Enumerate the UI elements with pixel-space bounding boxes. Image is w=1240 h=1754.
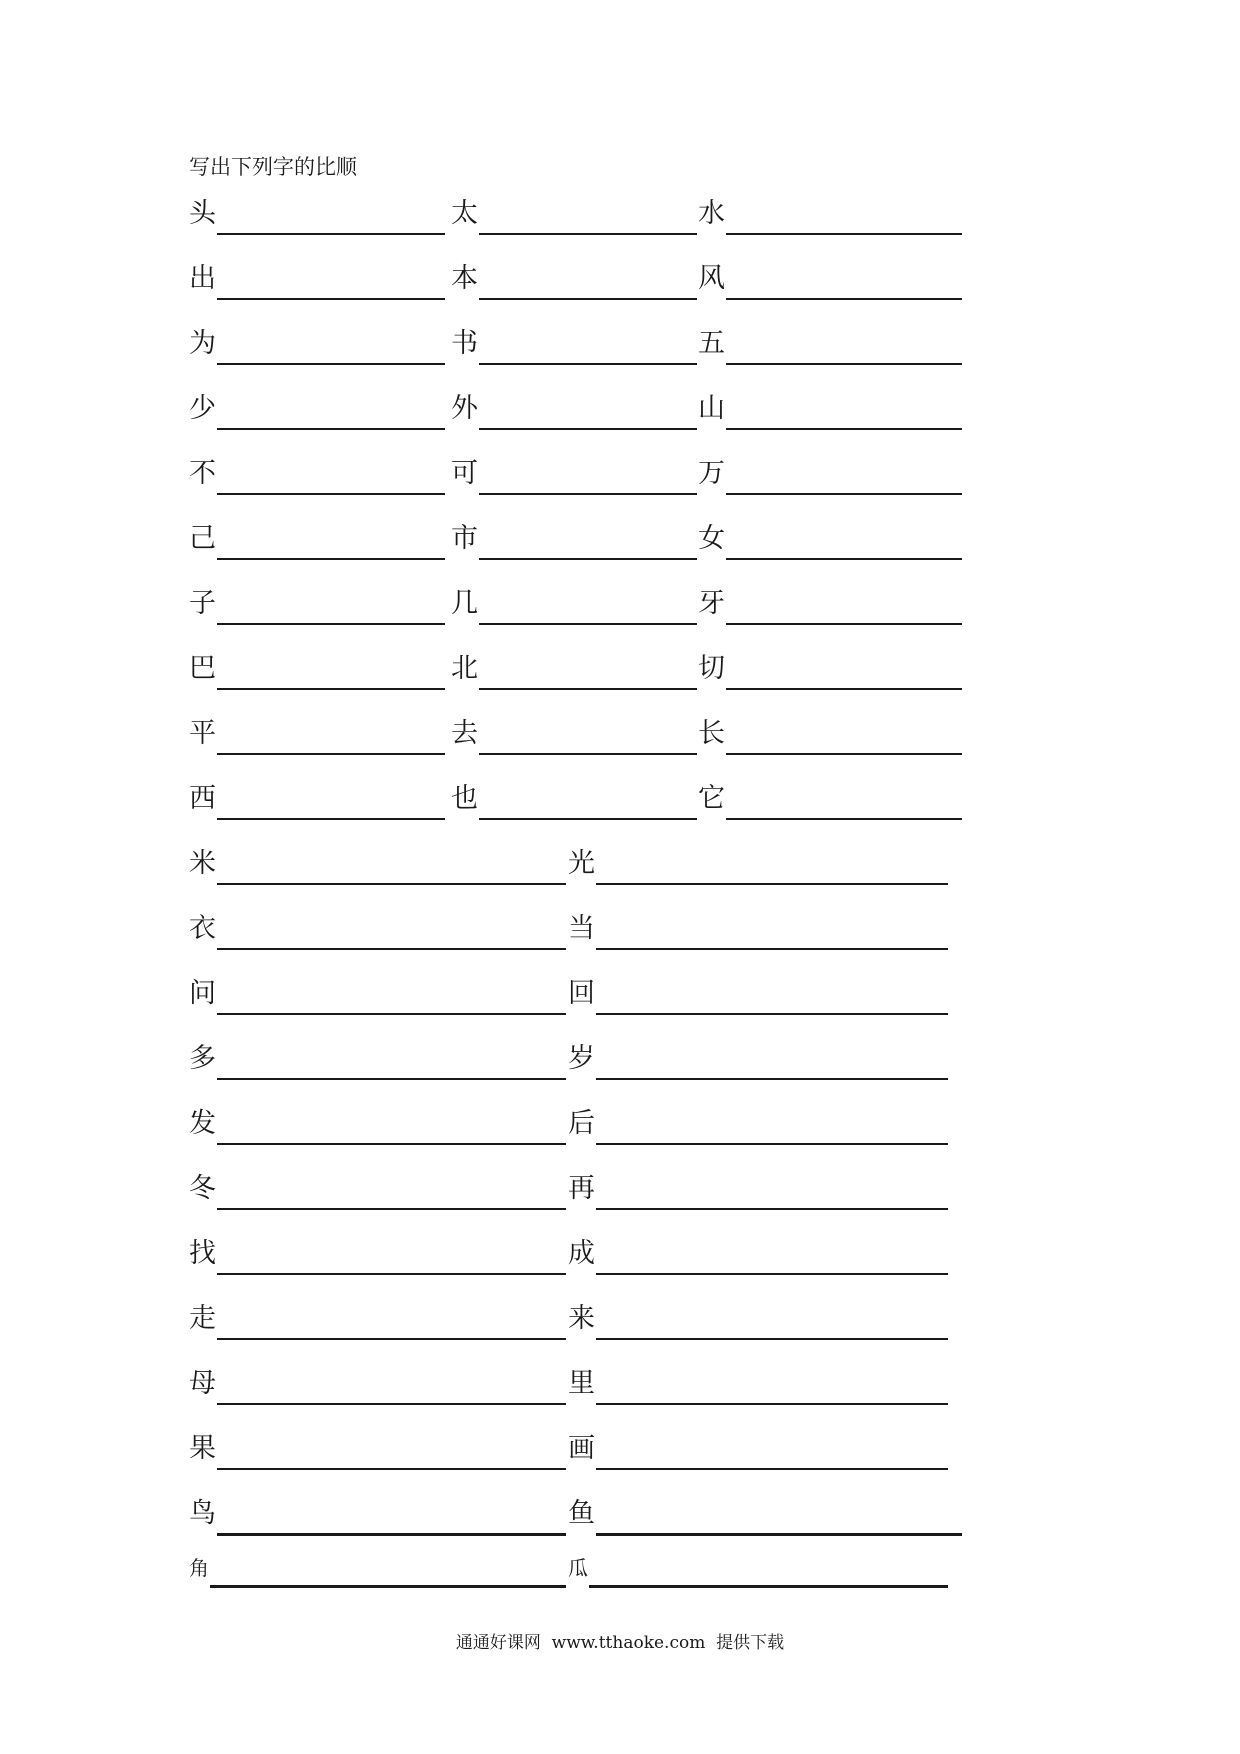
answer-blank-line[interactable] — [726, 558, 962, 560]
exercise-item — [698, 717, 962, 757]
exercise-item — [189, 717, 445, 757]
character-prompt: 米 — [189, 848, 216, 879]
exercise-item — [189, 1237, 566, 1277]
character-prompt: 外 — [451, 393, 478, 424]
exercise-item — [189, 1172, 566, 1212]
exercise-item — [189, 1107, 566, 1147]
exercise-item — [189, 782, 445, 822]
exercise-item — [568, 847, 948, 887]
character-prompt: 光 — [568, 848, 595, 879]
character-prompt: 风 — [698, 263, 725, 294]
answer-blank-line[interactable] — [217, 1013, 566, 1015]
answer-blank-line[interactable] — [217, 1273, 566, 1275]
character-prompt: 岁 — [568, 1043, 595, 1074]
character-prompt: 少 — [189, 393, 216, 424]
answer-blank-line[interactable] — [596, 1078, 948, 1080]
character-prompt: 再 — [568, 1173, 595, 1204]
character-prompt: 衣 — [189, 913, 216, 944]
exercise-item — [189, 1497, 566, 1537]
character-prompt: 水 — [698, 198, 725, 229]
exercise-item — [189, 327, 445, 367]
character-prompt: 它 — [698, 783, 725, 814]
exercise-item — [189, 1367, 566, 1407]
character-prompt: 切 — [698, 653, 725, 684]
character-prompt: 长 — [698, 718, 725, 749]
exercise-item — [698, 457, 962, 497]
character-prompt: 女 — [698, 523, 725, 554]
answer-blank-line[interactable] — [217, 1143, 566, 1145]
answer-blank-line[interactable] — [596, 1143, 948, 1145]
exercise-item — [568, 1237, 948, 1277]
exercise-item — [568, 1497, 962, 1537]
character-prompt: 书 — [451, 328, 478, 359]
answer-blank-line[interactable] — [217, 363, 445, 365]
answer-blank-line[interactable] — [217, 883, 566, 885]
exercise-item — [568, 1302, 948, 1342]
character-prompt: 走 — [189, 1303, 216, 1334]
answer-blank-line[interactable] — [217, 233, 445, 235]
exercise-item — [189, 1302, 566, 1342]
character-prompt: 几 — [451, 588, 478, 619]
character-prompt: 平 — [189, 718, 216, 749]
character-prompt: 可 — [451, 458, 478, 489]
character-prompt: 果 — [189, 1433, 216, 1464]
exercise-item — [451, 652, 697, 692]
exercise-item — [189, 1042, 566, 1082]
footer-credit: 通通好课网 www.tthaoke.com 提供下载 — [455, 1633, 785, 1653]
exercise-item — [568, 1367, 948, 1407]
character-prompt: 鸟 — [189, 1498, 216, 1529]
answer-blank-line[interactable] — [479, 688, 697, 690]
answer-blank-line[interactable] — [726, 818, 962, 820]
character-prompt: 万 — [698, 458, 725, 489]
answer-blank-line[interactable] — [596, 1273, 948, 1275]
exercise-item — [568, 1432, 948, 1472]
answer-blank-line[interactable] — [217, 1338, 566, 1340]
exercise-item — [189, 847, 566, 887]
answer-blank-line[interactable] — [596, 1533, 962, 1536]
exercise-item — [451, 262, 697, 302]
exercise-item — [451, 457, 697, 497]
exercise-item — [698, 392, 962, 432]
character-prompt: 来 — [568, 1303, 595, 1334]
answer-blank-line[interactable] — [596, 1013, 948, 1015]
character-prompt: 冬 — [189, 1173, 216, 1204]
exercise-item — [189, 522, 445, 562]
exercise-item — [451, 717, 697, 757]
character-prompt: 角 — [189, 1556, 209, 1580]
character-prompt: 里 — [568, 1368, 595, 1399]
answer-blank-line[interactable] — [726, 298, 962, 300]
exercise-item — [451, 327, 697, 367]
answer-blank-line[interactable] — [596, 883, 948, 885]
exercise-item — [568, 977, 948, 1017]
character-prompt: 后 — [568, 1108, 595, 1139]
answer-blank-line[interactable] — [726, 363, 962, 365]
character-prompt: 回 — [568, 978, 595, 1009]
exercise-item — [698, 652, 962, 692]
character-prompt: 西 — [189, 783, 216, 814]
answer-blank-line[interactable] — [726, 688, 962, 690]
answer-blank-line[interactable] — [726, 428, 962, 430]
character-prompt: 问 — [189, 978, 216, 1009]
character-prompt: 牙 — [698, 588, 725, 619]
answer-blank-line[interactable] — [726, 233, 962, 235]
character-prompt: 出 — [189, 263, 216, 294]
exercise-item — [698, 262, 962, 302]
character-prompt: 当 — [568, 913, 595, 944]
answer-blank-line[interactable] — [596, 1208, 948, 1210]
answer-blank-line[interactable] — [210, 1585, 566, 1588]
answer-blank-line[interactable] — [589, 1585, 948, 1588]
answer-blank-line[interactable] — [217, 623, 445, 625]
exercise-item — [698, 197, 962, 237]
character-prompt: 不 — [189, 458, 216, 489]
exercise-item — [698, 782, 962, 822]
answer-blank-line[interactable] — [217, 948, 566, 950]
exercise-item — [451, 392, 697, 432]
exercise-item — [189, 1432, 566, 1472]
character-prompt: 找 — [189, 1238, 216, 1269]
worksheet-title: 写出下列字的比顺 — [189, 155, 357, 179]
exercise-item — [189, 392, 445, 432]
character-prompt: 瓜 — [568, 1556, 588, 1580]
exercise-item — [451, 782, 697, 822]
answer-blank-line[interactable] — [596, 1403, 948, 1405]
exercise-item — [451, 197, 697, 237]
character-prompt: 母 — [189, 1368, 216, 1399]
answer-blank-line[interactable] — [596, 948, 948, 950]
exercise-item — [189, 197, 445, 237]
answer-blank-line[interactable] — [217, 558, 445, 560]
character-prompt: 发 — [189, 1108, 216, 1139]
answer-blank-line[interactable] — [217, 1078, 566, 1080]
answer-blank-line[interactable] — [479, 493, 697, 495]
exercise-item — [568, 1172, 948, 1212]
exercise-item — [189, 262, 445, 302]
answer-blank-line[interactable] — [596, 1468, 948, 1470]
answer-blank-line[interactable] — [217, 1403, 566, 1405]
character-prompt: 巴 — [189, 653, 216, 684]
answer-blank-line[interactable] — [217, 298, 445, 300]
exercise-item — [451, 522, 697, 562]
exercise-item — [698, 522, 962, 562]
character-prompt: 市 — [451, 523, 478, 554]
answer-blank-line[interactable] — [217, 1533, 566, 1536]
answer-blank-line[interactable] — [217, 1208, 566, 1210]
answer-blank-line[interactable] — [479, 233, 697, 235]
answer-blank-line[interactable] — [479, 818, 697, 820]
character-prompt: 多 — [189, 1043, 216, 1074]
exercise-item — [568, 1545, 948, 1585]
character-prompt: 北 — [451, 653, 478, 684]
answer-blank-line[interactable] — [726, 753, 962, 755]
exercise-item — [189, 457, 445, 497]
exercise-item — [698, 327, 962, 367]
character-prompt: 鱼 — [568, 1498, 595, 1529]
character-prompt: 本 — [451, 263, 478, 294]
character-prompt: 太 — [451, 198, 478, 229]
character-prompt: 成 — [568, 1238, 595, 1269]
character-prompt: 己 — [189, 523, 216, 554]
answer-blank-line[interactable] — [217, 753, 445, 755]
answer-blank-line[interactable] — [726, 493, 962, 495]
character-prompt: 五 — [698, 328, 725, 359]
exercise-item — [568, 912, 948, 952]
answer-blank-line[interactable] — [596, 1338, 948, 1340]
exercise-item — [451, 587, 697, 627]
exercise-item — [189, 652, 445, 692]
exercise-item — [568, 1042, 948, 1082]
answer-blank-line[interactable] — [217, 818, 445, 820]
exercise-item — [189, 587, 445, 627]
character-prompt: 去 — [451, 718, 478, 749]
character-prompt: 画 — [568, 1433, 595, 1464]
character-prompt: 头 — [189, 198, 216, 229]
answer-blank-line[interactable] — [217, 1468, 566, 1470]
answer-blank-line[interactable] — [479, 753, 697, 755]
answer-blank-line[interactable] — [217, 688, 445, 690]
answer-blank-line[interactable] — [217, 428, 445, 430]
answer-blank-line[interactable] — [479, 363, 697, 365]
character-prompt: 山 — [698, 393, 725, 424]
exercise-item — [189, 912, 566, 952]
answer-blank-line[interactable] — [479, 558, 697, 560]
exercise-item — [189, 977, 566, 1017]
exercise-item — [698, 587, 962, 627]
exercise-item — [568, 1107, 948, 1147]
answer-blank-line[interactable] — [217, 493, 445, 495]
character-prompt: 为 — [189, 328, 216, 359]
answer-blank-line[interactable] — [479, 298, 697, 300]
exercise-item — [189, 1545, 566, 1585]
answer-blank-line[interactable] — [479, 623, 697, 625]
character-prompt: 子 — [189, 588, 216, 619]
answer-blank-line[interactable] — [479, 428, 697, 430]
answer-blank-line[interactable] — [726, 623, 962, 625]
character-prompt: 也 — [451, 783, 478, 814]
